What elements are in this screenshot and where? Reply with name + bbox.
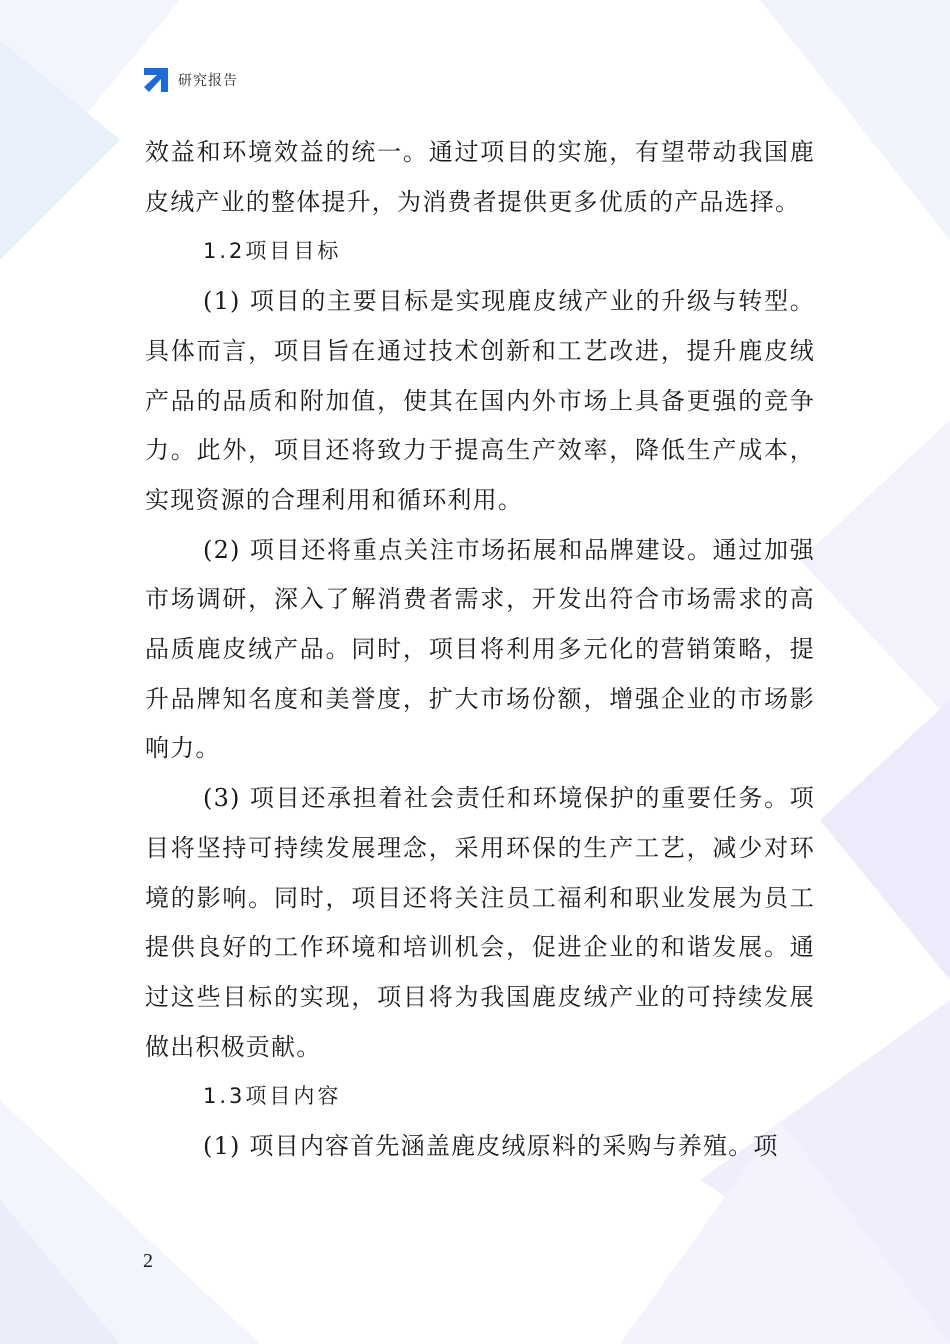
section-heading: 1.3项目内容 — [203, 1084, 342, 1109]
document-body — [145, 128, 815, 1172]
arrow-logo-icon — [142, 66, 170, 94]
page-number: 2 — [143, 1250, 153, 1272]
paragraph: (1) 项目的主要目标是实现鹿皮绒产业的升级与转型。具体而言，项目旨在通过技术创新和工艺改进，提升鹿皮绒产品的品质和附加值，使其在国内外市场上具备更强的竞争力。此外，项目还将致力于提高生产效率，降低生产成本，实现资源的合理利用和循环利用。 — [145, 287, 815, 514]
paragraph: (1) 项目内容首先涵盖鹿皮绒原料的采购与养殖。项 — [203, 1132, 779, 1161]
paragraph: (2) 项目还将重点关注市场拓展和品牌建设。通过加强市场调研，深入了解消费者需求，开发出符合市场需求的高品质鹿皮绒产品。同时，项目将利用多元化的营销策略，提升品牌知名度和美誉度，扩大市场份额，增强企业的市场影响力。 — [145, 535, 815, 763]
header-title: 研究报告 — [178, 73, 238, 89]
section-heading: 1.2项目目标 — [203, 239, 342, 264]
paragraph: 效益和环境效益的统一。通过项目的实施，有望带动我国鹿皮绒产业的整体提升，为消费者提供更多优质的产品选择。 — [145, 138, 815, 216]
paragraph: (3) 项目还承担着社会责任和环境保护的重要任务。项目将坚持可持续发展理念，采用环保的生产工艺，减少对环境的影响。同时，项目还将关注员工福利和职业发展为员工提供良好的工作环境和培训机会，促进企业的和谐发展。通过这些目标的实现，项目将为我国鹿皮绒产业的可持续发展做出积极贡献。 — [145, 784, 815, 1061]
report-header — [142, 66, 238, 94]
